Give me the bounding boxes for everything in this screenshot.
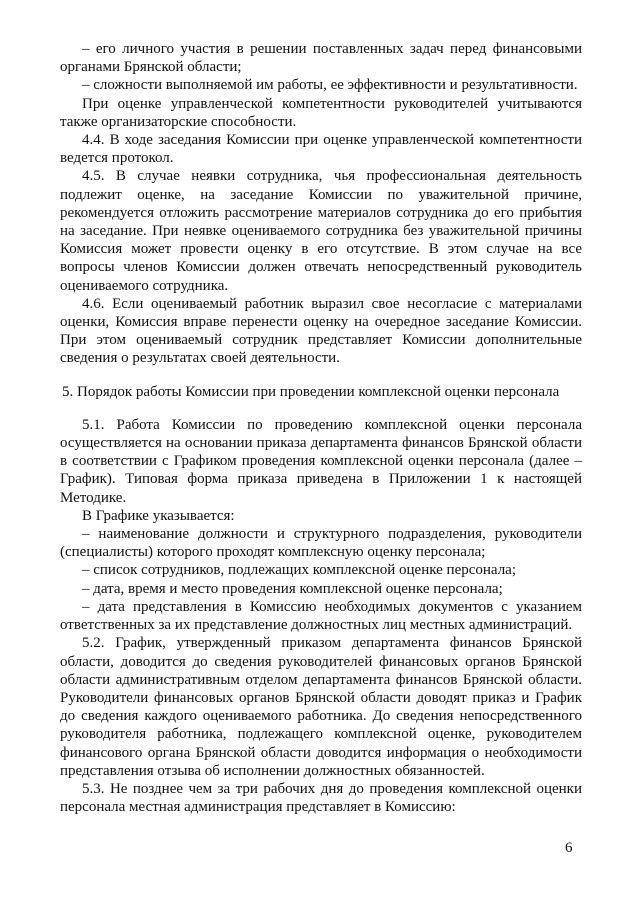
paragraph: При оценке управленческой компетентности руководителей учитываются также организаторские способности. [60, 95, 582, 130]
list-item: – дата, время и место проведения комплексной оценке персонала; [82, 580, 503, 597]
paragraph: 4.4. В ходе заседания Комиссии при оценке управленческой компетентности ведется протокол. [60, 132, 582, 167]
document-page [60, 40, 582, 816]
paragraph: 5.2. График, утвержденный приказом департамента финансов Брянской области, доводится до сведения руководителей финансовых органов Брянской области административным отделом департамента финансов Брянской области. Руководители финансовых органов Брянской области доводят приказ и График до сведения каждого оцениваемого работника. До сведения непосредственного руководителя работника, подлежащего комплексной оценке, руководителем финансового органа Брянской области доводится информация о необходимости представления отзыва об исполнении должностных обязанностей. [60, 635, 582, 779]
paragraph: – его личного участия в решении поставленных задач перед финансовыми органами Брянской области; [60, 41, 582, 76]
paragraph: 4.6. Если оцениваемый работник выразил свое несогласие с материалами оценки, Комиссия вправе перенести оценку на очередное заседание Комиссии. При этом оцениваемый сотрудник представляет Комиссии дополнительные сведения о результатах своей деятельности. [60, 295, 582, 367]
paragraph: 4.5. В случае неявки сотрудника, чья профессиональная деятельность подлежит оценке, на заседание Комиссии по уважительной причине, рекомендуется отложить рассмотрение материалов сотрудника до его прибытия на заседание. При неявке оцениваемого сотрудника без уважительной причины Комиссия может провести оценку в его отсутствие. В этом случае на все вопросы членов Комиссии должен отвечать непосредственный руководитель оцениваемого сотрудника. [60, 168, 582, 294]
spacer [60, 401, 582, 416]
paragraph: – сложности выполняемой им работы, ее эффективности и результативности. [82, 77, 578, 94]
spacer [60, 368, 582, 383]
page-number: 6 [565, 840, 573, 856]
list-item: – наименование должности и структурного подразделения, руководители (специалисты) которого проходят комплексную оценку персонала; [60, 526, 582, 561]
paragraph: В Графике указывается: [82, 507, 235, 524]
paragraph: 5.1. Работа Комиссии по проведению комплексной оценки персонала осуществляется на основании приказа департамента финансов Брянской области в соответствии с Графиком проведения комплексной оценки персонала (далее – График). Типовая форма приказа приведена в Приложении 1 к настоящей Методике. [60, 416, 582, 506]
list-item: – дата представления в Комиссию необходимых документов с указанием ответственных за их представление должностных лиц местных администраций. [60, 598, 582, 634]
paragraph: 5.3. Не позднее чем за три рабочих дня до проведения комплексной оценки персонала местная администрация представляет в Комиссию: [60, 780, 582, 816]
list-item: – список сотрудников, подлежащих комплексной оценке персонала; [82, 562, 517, 579]
section-heading: 5. Порядок работы Комиссии при проведении комплексной оценки персонала [62, 383, 560, 400]
